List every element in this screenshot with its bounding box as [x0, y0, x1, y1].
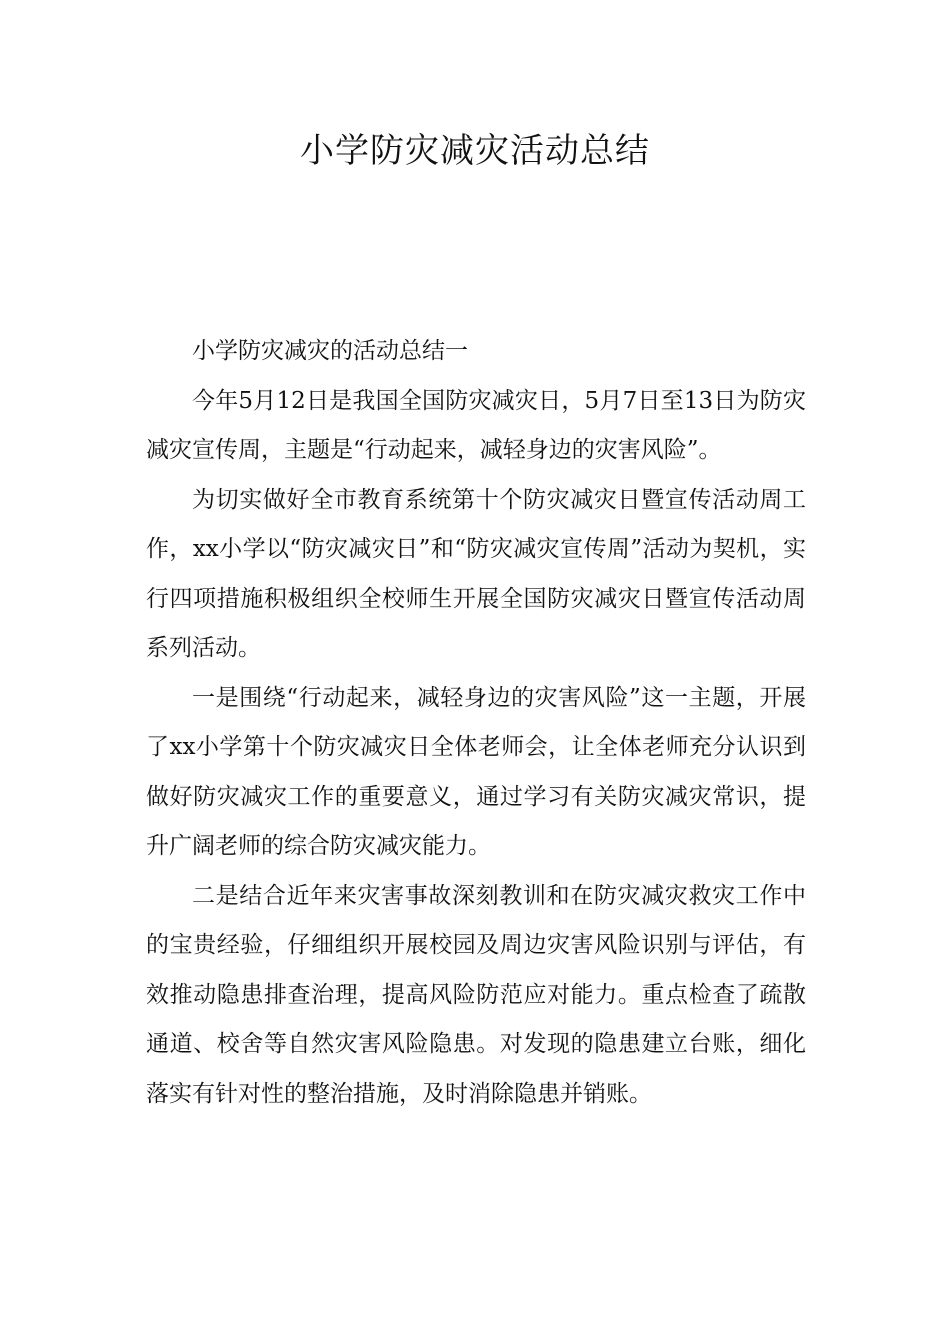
- paragraph: 二是结合近年来灾害事故深刻教训和在防灾减灾救灾工作中的宝贵经验，仔细组织开展校园及周边灾害风险识别与评估，有效推动隐患排查治理，提高风险防范应对能力。重点检查了疏散通道、校舍等自然灾害风险隐患。对发现的隐患建立台账，细化落实有针对性的整治措施，及时消除隐患并销账。: [146, 882, 806, 1107]
- paragraph-section-heading: 小学防灾减灾的活动总结一: [192, 338, 468, 364]
- document-title: 小学防灾减灾活动总结: [300, 131, 650, 171]
- document-body: [146, 327, 806, 1119]
- paragraph: 为切实做好全市教育系统第十个防灾减灾日暨宣传活动周工作，xx小学以“防灾减灾日”和“防灾减灾宣传周”活动为契机，实行四项措施积极组织全校师生开展全国防灾减灾日暨宣传活动周系列活动。: [146, 486, 806, 661]
- paragraph: 一是围绕“行动起来，减轻身边的灾害风险”这一主题，开展了xx小学第十个防灾减灾日全体老师会，让全体老师充分认识到做好防灾减灾工作的重要意义，通过学习有关防灾减灾常识，提升广阔老师的综合防灾减灾能力。: [146, 684, 806, 859]
- paragraph: 今年5月12日是我国全国防灾减灾日，5月7日至13日为防灾减灾宣传周，主题是“行动起来，减轻身边的灾害风险”。: [146, 387, 806, 463]
